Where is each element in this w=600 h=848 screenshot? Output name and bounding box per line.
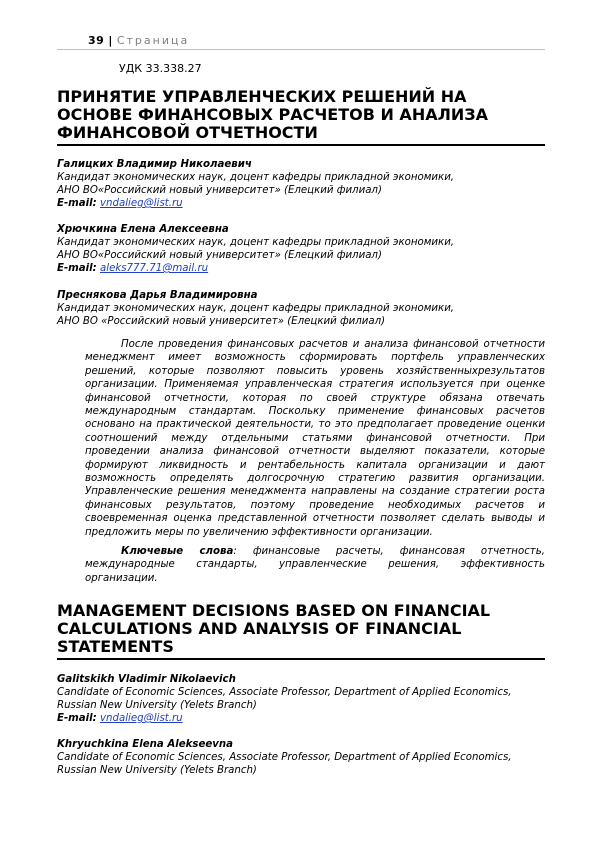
author-position: Candidate of Economic Sciences, Associate Professor, Department of Applied Economics,: [57, 751, 545, 764]
title-english-underline: [57, 658, 545, 660]
author-en-1: [57, 673, 545, 725]
author-ru-2: [57, 223, 545, 275]
header-page-word: Страница: [117, 34, 189, 47]
author-name: Преснякова Дарья Владимировна: [57, 289, 545, 302]
title-russian-underline: [57, 144, 545, 146]
author-affiliation: Russian New University (Yelets Branch): [57, 699, 545, 712]
author-position: Кандидат экономических наук, доцент кафедры прикладной экономики,: [57, 302, 545, 315]
author-name: Khryuchkina Elena Alekseevna: [57, 738, 545, 751]
author-position: Candidate of Economic Sciences, Associate Professor, Department of Applied Economics,: [57, 686, 545, 699]
page-number: 39: [88, 34, 104, 47]
author-affiliation: АНО ВО«Российский новый университет» (Елецкий филиал): [57, 249, 545, 262]
author-name: Galitskikh Vladimir Nikolaevich: [57, 673, 545, 686]
title-russian: ПРИНЯТИЕ УПРАВЛЕНЧЕСКИХ РЕШЕНИЙ НА ОСНОВЕ ФИНАНСОВЫХ РАСЧЕТОВ И АНАЛИЗА ФИНАНСОВОЙ ОТЧЕТНОСТИ: [57, 88, 545, 142]
header-divider: [57, 49, 545, 50]
email-label: E-mail:: [57, 198, 97, 209]
author-name: Хрючкина Елена Алексеевна: [57, 223, 545, 236]
email-label: E-mail:: [57, 713, 97, 724]
author-affiliation: Russian New University (Yelets Branch): [57, 764, 545, 777]
author-position: Кандидат экономических наук, доцент кафедры прикладной экономики,: [57, 171, 545, 184]
author-position: Кандидат экономических наук, доцент кафедры прикладной экономики,: [57, 236, 545, 249]
author-ru-1: [57, 158, 545, 210]
author-affiliation: АНО ВО«Российский новый университет» (Елецкий филиал): [57, 184, 545, 197]
title-english: MANAGEMENT DECISIONS BASED ON FINANCIAL CALCULATIONS AND ANALYSIS OF FINANCIAL STATEMENTS: [57, 602, 545, 656]
keywords-colon: :: [233, 546, 236, 557]
udk-code: УДК 33.338.27: [119, 62, 202, 75]
author-name: Галицких Владимир Николаевич: [57, 158, 545, 171]
keywords-text: финансовые расчеты, финансовая отчетность, международные стандарты, управленческие решения, эффективность организации.: [85, 546, 545, 584]
abstract-russian: После проведения финансовых расчетов и анализа финансовой отчетности менеджмент имеет возможность сформировать портфель управленческих решений, которые позволяют повысить уровень хозяйственныхрезультатов организации. Применяемая управленческая стратегия используется при оценке финансовой отчетности, которая по своей структуре обязана отвечать международным стандартам. Поскольку применение финансовых расчетов основано на практической деятельности, то это предполагает проведение оценки соотношений между отдельными статьями финансовой отчетности. При проведении анализа финансовой отчетности выделяют показатели, которые формируют ликвидность и рентабельность капитала организации и дают возможность определять долгосрочную стратегию развития организации. Управленческие решения менеджмента направлены на создание стратегии роста финансовых результатов, поэтому проведение необходимых расчетов и своевременная оценка представленной отчетности позволяет сделать выводы и предложить меры по увеличению эффективности организации.: [85, 338, 545, 539]
author-email-link[interactable]: vndalieg@list.ru: [100, 198, 183, 209]
author-en-2: [57, 738, 545, 777]
keywords-russian: [85, 545, 545, 585]
author-email-link[interactable]: aleks777.71@mail.ru: [100, 263, 208, 274]
page-header: [88, 34, 189, 47]
email-label: E-mail:: [57, 263, 97, 274]
keywords-label: Ключевые слова: [121, 546, 233, 557]
author-affiliation: АНО ВО «Российский новый университет» (Елецкий филиал): [57, 315, 545, 328]
header-separator: |: [108, 34, 113, 47]
author-ru-3: [57, 289, 545, 328]
author-email-link[interactable]: vndalieg@list.ru: [100, 713, 183, 724]
